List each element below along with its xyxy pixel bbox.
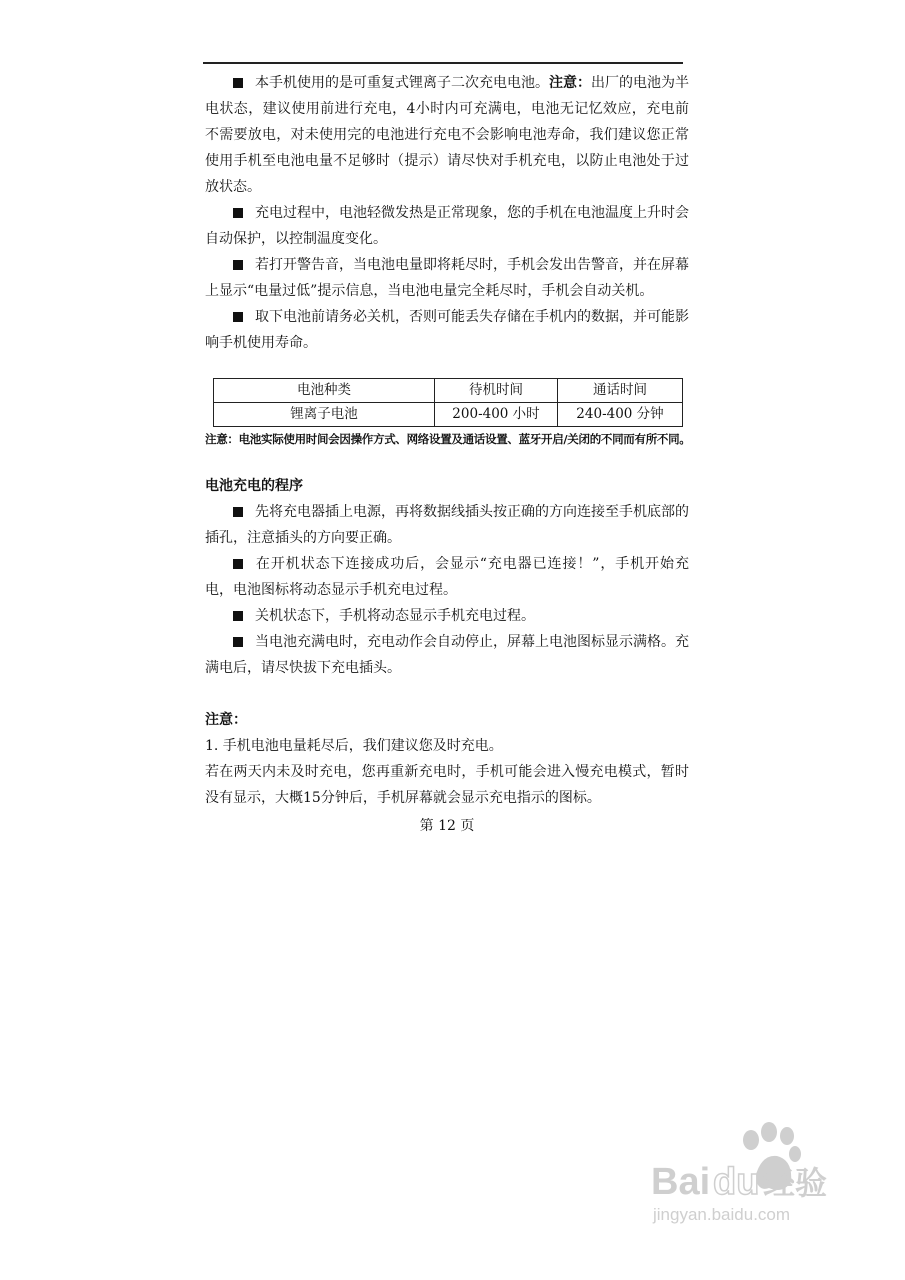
charging-step bbox=[205, 551, 689, 603]
paragraph-text: 取下电池前请务必关机，否则可能丢失存储在手机内的数据，并可能影响手机使用寿命。 bbox=[205, 309, 689, 351]
step-text: 关机状态下，手机将动态显示手机充电过程。 bbox=[255, 608, 535, 624]
paragraph-lead: 本手机使用的是可重复式锂离子二次充电电池。 bbox=[255, 75, 549, 91]
svg-text:经验: 经验 bbox=[763, 1164, 828, 1202]
bullet-square-icon bbox=[233, 312, 243, 322]
section-title: 电池充电的程序 bbox=[205, 478, 303, 494]
watermark-brand: Bai bbox=[651, 1161, 711, 1203]
paragraph-text: 出厂的电池为半电状态，建议使用前进行充电，4小时内可充满电，电池无记忆效应，充电前不需要放电，对未使用完的电池进行充电不会影响电池寿命，我们建议您正常使用手机至电池电量不足够时（提示）请尽快对手机充电，以防止电池处于过放状态。 bbox=[205, 75, 689, 195]
table-header-cell: 通话时间 bbox=[558, 379, 683, 403]
watermark-url: jingyan.baidu.com bbox=[653, 1205, 791, 1224]
battery-time-table bbox=[213, 378, 683, 427]
charging-step bbox=[205, 629, 689, 681]
table-note: 注意：电池实际使用时间会因操作方式、网络设置及通话设置、蓝牙开启/关闭的不同而有所不同。 bbox=[205, 432, 691, 446]
charging-step bbox=[205, 603, 689, 629]
bullet-square-icon bbox=[233, 507, 243, 517]
paragraph-battery-type bbox=[205, 70, 689, 200]
bullet-square-icon bbox=[233, 611, 243, 621]
paragraph-text: 充电过程中，电池轻微发热是正常现象，您的手机在电池温度上升时会自动保护，以控制温度变化。 bbox=[205, 205, 689, 247]
notice-line: 1. 手机电池电量耗尽后，我们建议您及时充电。 bbox=[205, 738, 503, 754]
table-cell: 200-400 小时 bbox=[435, 403, 558, 427]
table-cell: 锂离子电池 bbox=[214, 403, 435, 427]
step-text: 先将充电器插上电源，再将数据线插头按正确的方向连接至手机底部的插孔，注意插头的方向要正确。 bbox=[205, 504, 689, 546]
table-header-cell: 待机时间 bbox=[435, 379, 558, 403]
table-cell: 240-400 分钟 bbox=[558, 403, 683, 427]
document-page bbox=[205, 70, 689, 839]
charging-step bbox=[205, 499, 689, 551]
bullet-square-icon bbox=[233, 260, 243, 270]
bullet-square-icon bbox=[233, 208, 243, 218]
step-text: 当电池充满电时，充电动作会自动停止，屏幕上电池图标显示满格。充满电后，请尽快拔下充电插头。 bbox=[205, 634, 689, 676]
header-rule bbox=[203, 62, 683, 64]
table-header-row bbox=[214, 379, 683, 403]
paragraph-warning-tone bbox=[205, 252, 689, 304]
notice-title: 注意： bbox=[205, 712, 247, 728]
paragraph-text: 若打开警告音，当电池电量即将耗尽时，手机会发出告警音，并在屏幕上显示“电量过低”提示信息，当电池电量完全耗尽时，手机会自动关机。 bbox=[205, 257, 689, 299]
table-header-cell: 电池种类 bbox=[214, 379, 435, 403]
notice-label: 注意： bbox=[549, 75, 591, 91]
bullet-square-icon bbox=[233, 78, 243, 88]
paragraph-remove-battery bbox=[205, 304, 689, 356]
table-row bbox=[214, 403, 683, 427]
bullet-square-icon bbox=[233, 559, 243, 569]
notice-line: 若在两天内未及时充电，您再重新充电时，手机可能会进入慢充电模式，暂时没有显示，大概15分钟后，手机屏幕就会显示充电指示的图标。 bbox=[205, 764, 689, 806]
bullet-square-icon bbox=[233, 637, 243, 647]
baidu-jingyan-watermark-logo bbox=[643, 1108, 853, 1228]
svg-text:du: du bbox=[713, 1161, 760, 1203]
page-number: 第 12 页 bbox=[419, 818, 475, 834]
paragraph-heating bbox=[205, 200, 689, 252]
step-text: 在开机状态下连接成功后，会显示“充电器已连接！”，手机开始充电，电池图标将动态显示手机充电过程。 bbox=[205, 556, 689, 598]
